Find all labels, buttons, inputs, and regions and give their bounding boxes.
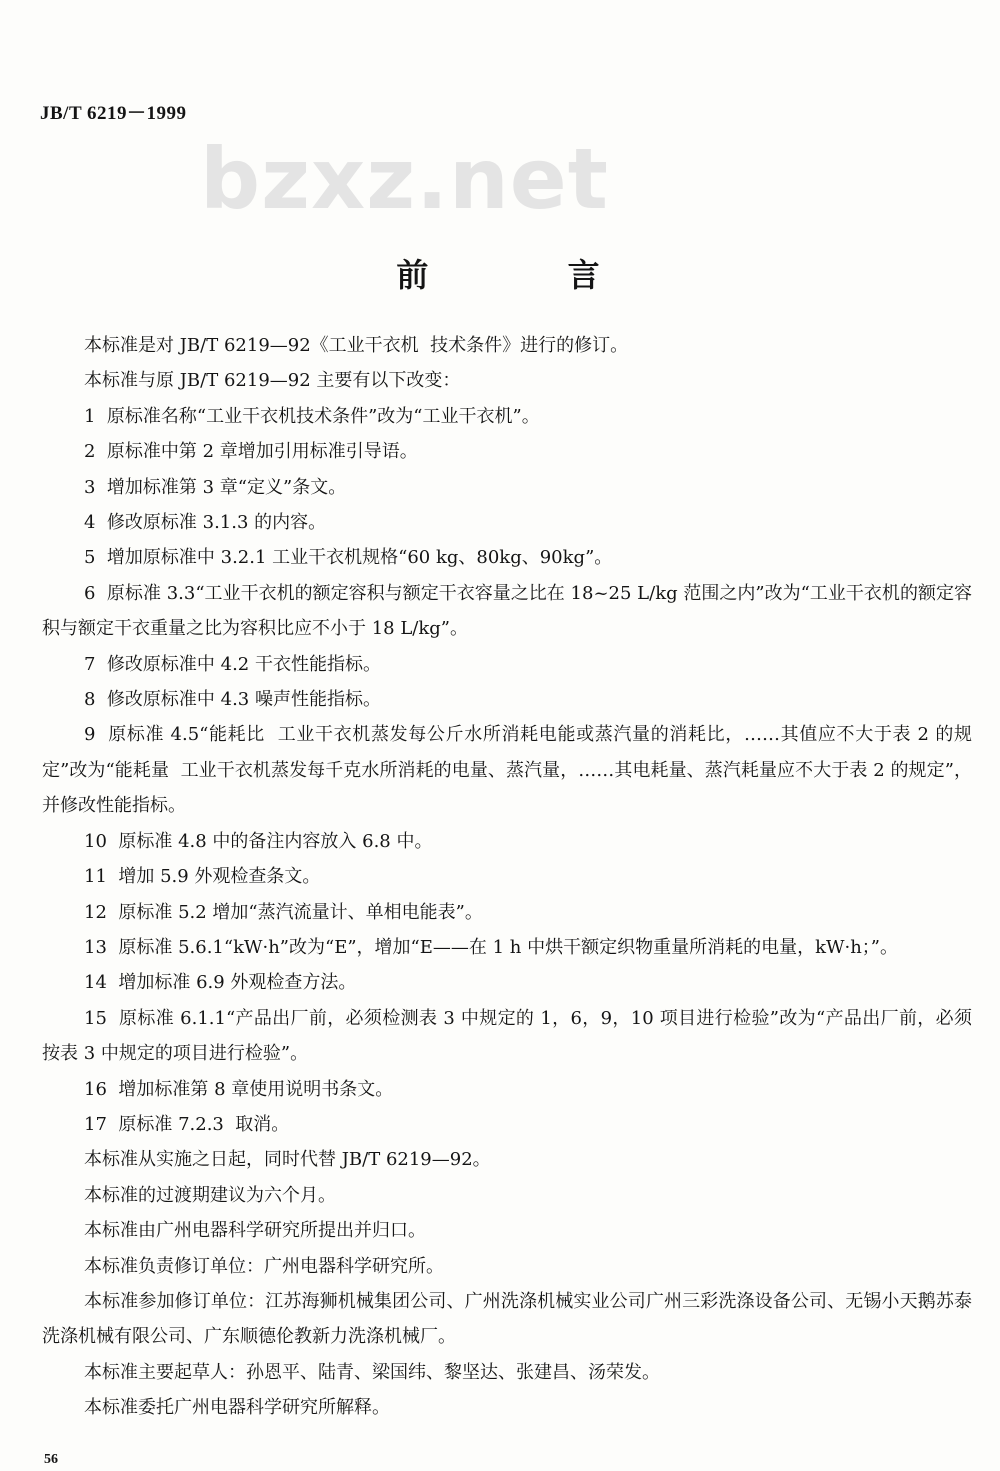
paragraph: 本标准从实施之日起，同时代替 JB/T 6219—92。	[84, 1149, 491, 1171]
paragraph: 本标准参加修订单位：江苏海狮机械集团公司、广州洗涤机械实业公司广州三彩洗涤设备公司、无锡小天鹅苏泰洗涤机械有限公司、广东顺德伦教新力洗涤机械厂。	[42, 1290, 972, 1348]
watermark: bzxz.net	[200, 130, 609, 228]
paragraph: 本标准是对 JB/T 6219—92《工业干衣机 技术条件》进行的修订。	[84, 335, 629, 356]
list-item: 4 修改原标准 3.1.3 的内容。	[84, 512, 327, 534]
list-item: 10 原标准 4.8 中的备注内容放入 6.8 中。	[84, 830, 433, 852]
paragraph: 本标准主要起草人：孙恩平、陆青、梁国纬、黎坚达、张建昌、汤荣发。	[84, 1361, 660, 1383]
paragraph: 本标准负责修订单位：广州电器科学研究所。	[84, 1255, 444, 1277]
list-item: 12 原标准 5.2 增加“蒸汽流量计、单相电能表”。	[84, 901, 483, 923]
paragraph: 本标准的过渡期建议为六个月。	[84, 1184, 336, 1206]
list-item: 9 原标准 4.5“能耗比 工业干衣机蒸发每公斤水所消耗电能或蒸汽量的消耗比，……其值应不大于表 2 的规定”改为“能耗量 工业干衣机蒸发每千克水所消耗的电量、蒸汽量，……其电耗量、蒸汽耗量应不大于表 2 的规定”，并修改性能指标。	[42, 724, 972, 817]
list-item: 1 原标准名称“工业干衣机技术条件”改为“工业干衣机”。	[84, 405, 540, 427]
list-item: 7 修改原标准中 4.2 干衣性能指标。	[84, 653, 381, 675]
body-text	[42, 328, 972, 1426]
list-item: 5 增加原标准中 3.2.1 工业干衣机规格“60 kg、80kg、90kg”。	[84, 547, 613, 569]
list-item: 15 原标准 6.1.1“产品出厂前，必须检测表 3 中规定的 1，6，9，10 项目进行检验”改为“产品出厂前，必须按表 3 中规定的项目进行检验”。	[42, 1007, 972, 1065]
page-number: 56	[44, 1452, 58, 1467]
paragraph: 本标准委托广州电器科学研究所解释。	[84, 1397, 390, 1419]
list-item: 3 增加标准第 3 章“定义”条文。	[84, 476, 347, 498]
paragraph: 本标准由广州电器科学研究所提出并归口。	[84, 1220, 426, 1242]
list-item: 2 原标准中第 2 章增加引用标准引导语。	[84, 441, 418, 463]
standard-code: JB/T 6219－1999	[40, 103, 187, 124]
list-item: 6 原标准 3.3“工业干衣机的额定容积与额定干衣容量之比在 18~25 L/kg 范围之内”改为“工业干衣机的额定容积与额定干衣重量之比为容积比应不小于 18 L/kg”。	[42, 582, 972, 640]
list-item: 14 增加标准 6.9 外观检查方法。	[84, 972, 357, 994]
list-item: 16 增加标准第 8 章使用说明书条文。	[84, 1078, 394, 1100]
list-item: 17 原标准 7.2.3 取消。	[84, 1113, 290, 1135]
list-item: 8 修改原标准中 4.3 噪声性能指标。	[84, 689, 381, 711]
paragraph: 本标准与原 JB/T 6219—92 主要有以下改变：	[84, 370, 461, 392]
page-title: 前 言	[396, 256, 664, 294]
list-item: 11 增加 5.9 外观检查条文。	[84, 866, 321, 888]
list-item: 13 原标准 5.6.1“kW·h”改为“E”，增加“E——在 1 h 中烘干额定织物重量所消耗的电量，kW·h；”。	[84, 936, 899, 958]
